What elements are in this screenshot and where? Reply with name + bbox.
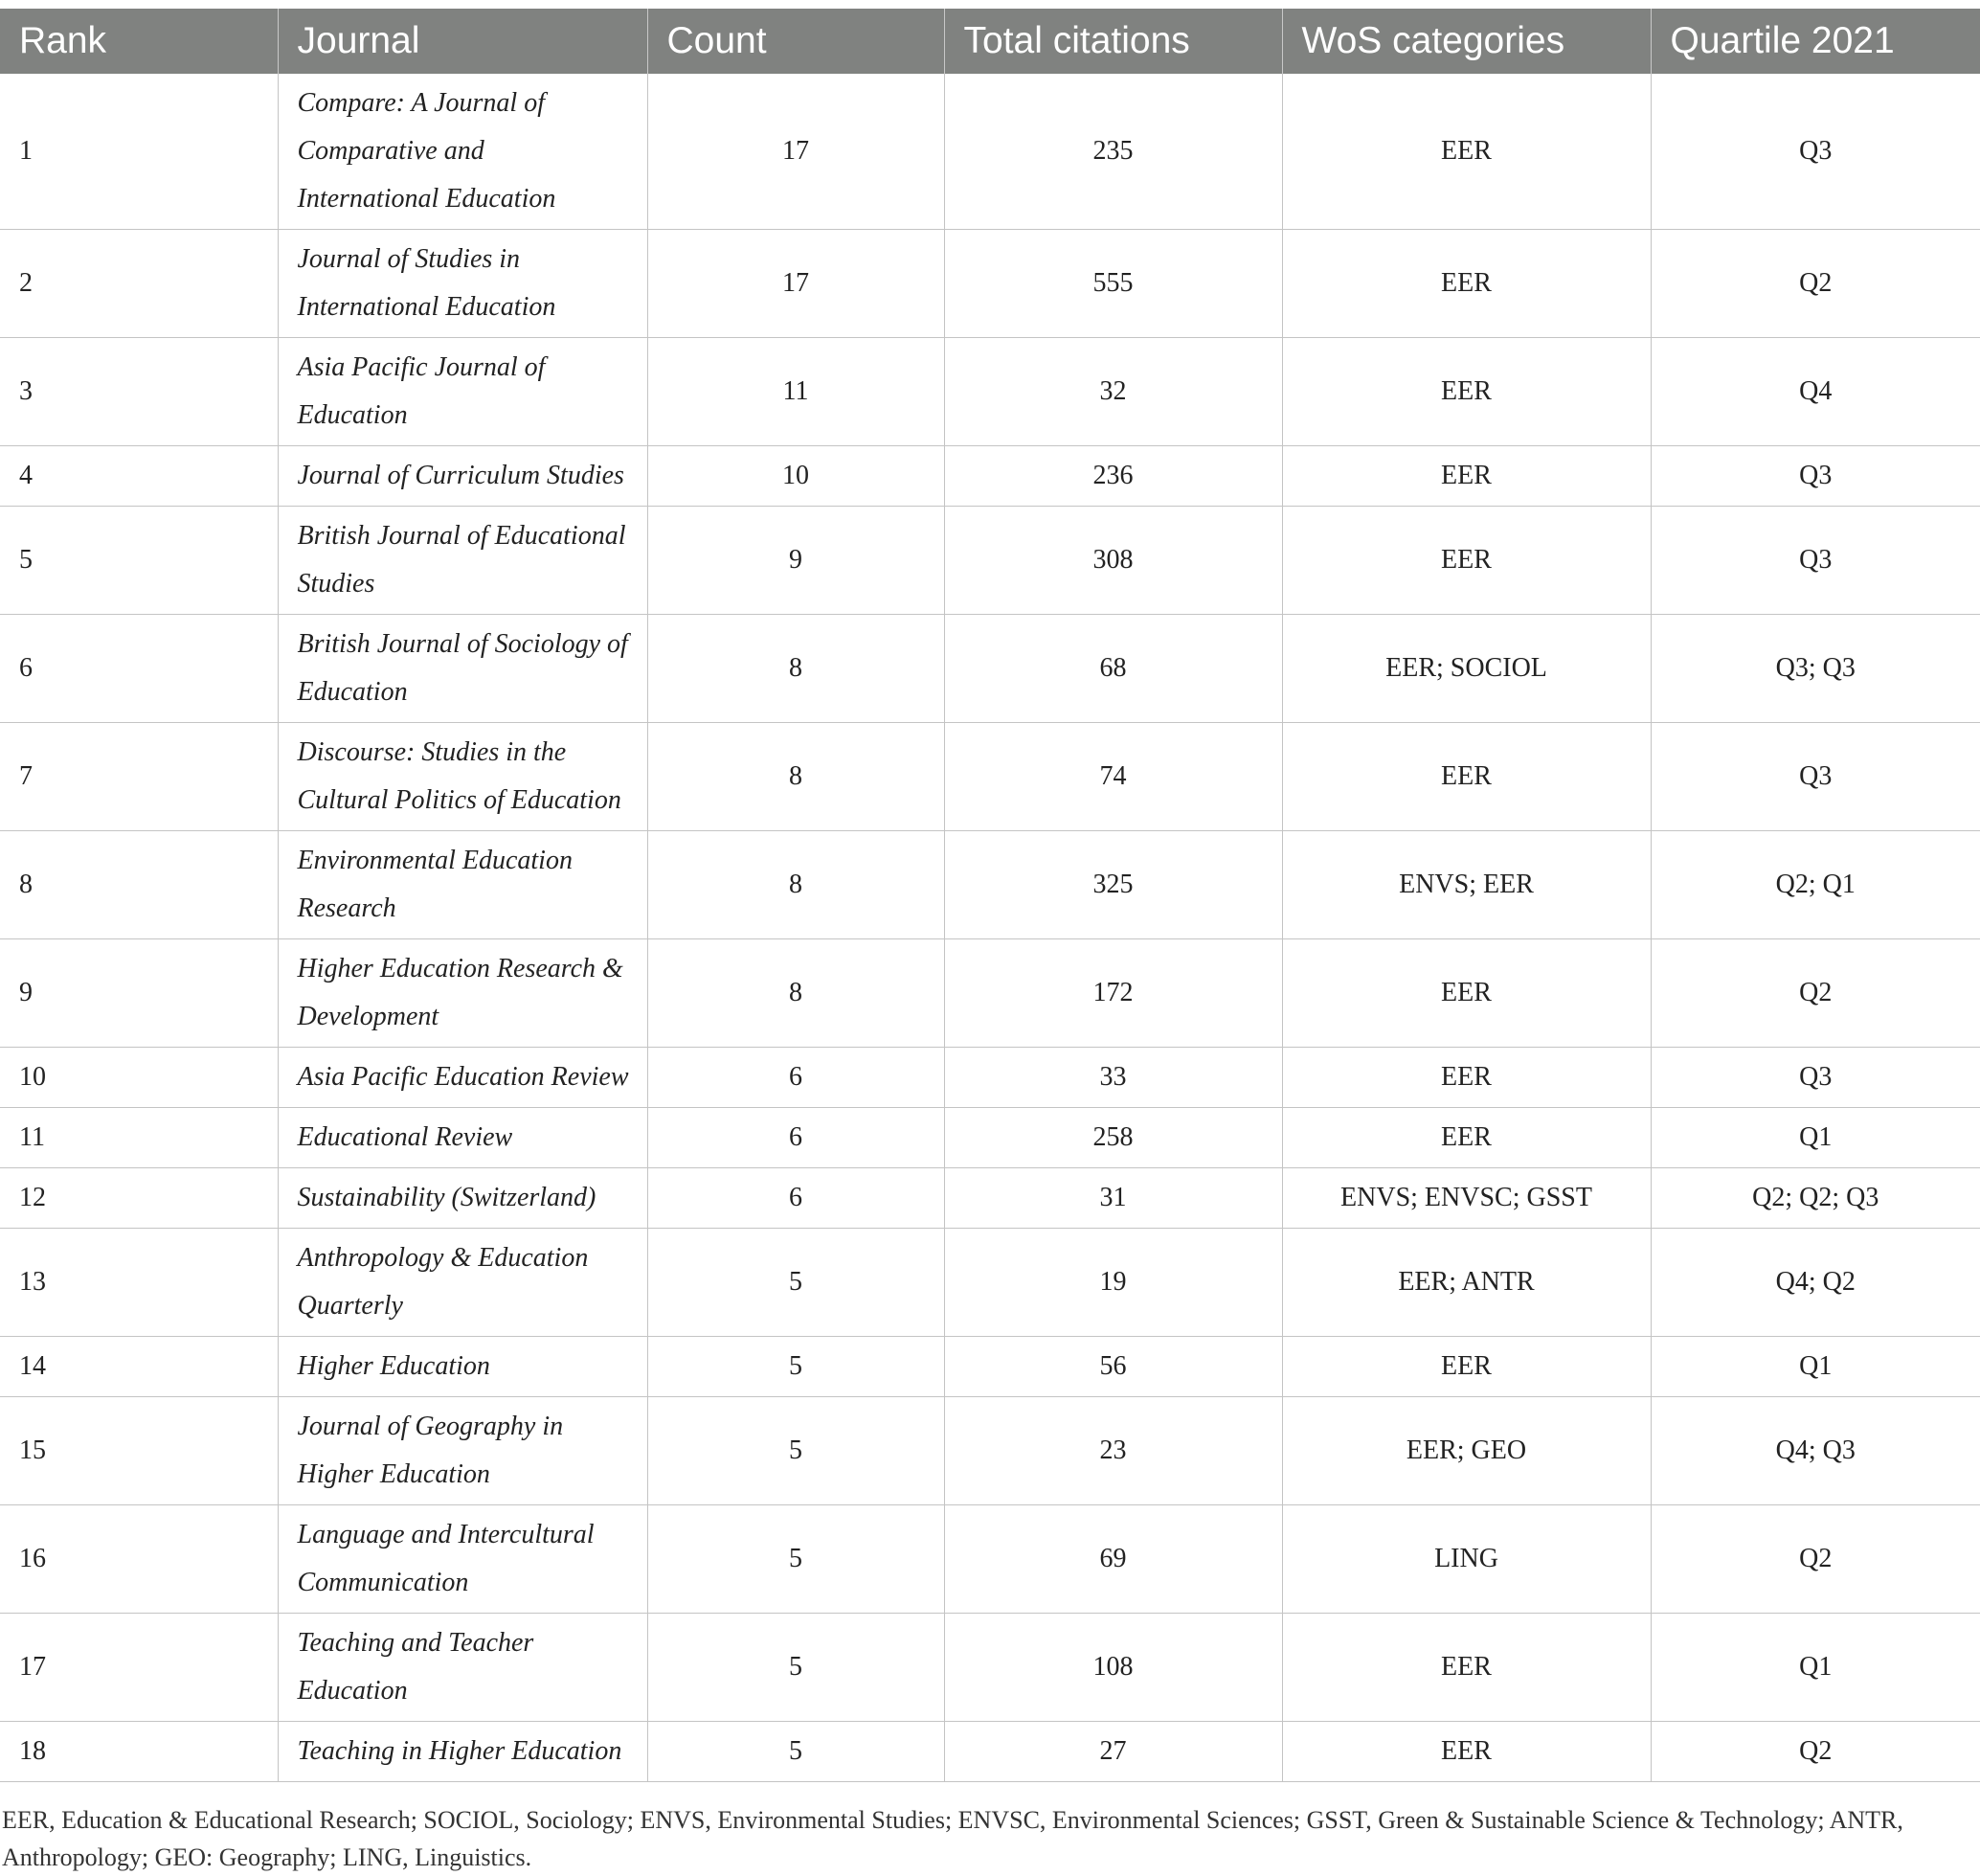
cell-citations: 258 — [944, 1108, 1282, 1168]
cell-rank: 14 — [0, 1337, 278, 1397]
cell-citations: 308 — [944, 507, 1282, 615]
cell-count: 10 — [647, 446, 944, 507]
cell-count: 6 — [647, 1048, 944, 1108]
cell-quartile: Q4; Q3 — [1651, 1397, 1980, 1505]
cell-citations: 56 — [944, 1337, 1282, 1397]
cell-wos: EER — [1282, 507, 1651, 615]
cell-journal: Teaching and Teacher Education — [278, 1614, 647, 1722]
cell-citations: 31 — [944, 1168, 1282, 1229]
cell-rank: 11 — [0, 1108, 278, 1168]
table-row — [0, 1168, 1980, 1229]
cell-rank: 17 — [0, 1614, 278, 1722]
cell-journal: Journal of Studies in International Education — [278, 230, 647, 338]
cell-rank: 16 — [0, 1505, 278, 1614]
cell-citations: 69 — [944, 1505, 1282, 1614]
cell-journal: Educational Review — [278, 1108, 647, 1168]
cell-wos: EER — [1282, 723, 1651, 831]
cell-wos: EER; GEO — [1282, 1397, 1651, 1505]
table-container — [0, 9, 1980, 1876]
cell-wos: EER — [1282, 338, 1651, 446]
table-row — [0, 1229, 1980, 1337]
cell-citations: 27 — [944, 1722, 1282, 1782]
cell-count: 6 — [647, 1108, 944, 1168]
cell-journal: Compare: A Journal of Comparative and International Education — [278, 74, 647, 230]
table-row — [0, 446, 1980, 507]
table-footnote: EER, Education & Educational Research; SOCIOL, Sociology; ENVS, Environmental Studies; ENVSC, Environmental Sciences; GSST, Green & Sustainable Science & Technology; ANTR, Anthropology; GEO: Geography; LING, Linguistics. — [2, 1806, 1903, 1871]
table-row — [0, 831, 1980, 939]
cell-citations: 19 — [944, 1229, 1282, 1337]
table-row — [0, 1397, 1980, 1505]
cell-count: 5 — [647, 1505, 944, 1614]
table-row — [0, 230, 1980, 338]
table-row — [0, 939, 1980, 1048]
table-row — [0, 1048, 1980, 1108]
cell-wos: EER — [1282, 1048, 1651, 1108]
cell-count: 5 — [647, 1337, 944, 1397]
cell-rank: 6 — [0, 615, 278, 723]
cell-quartile: Q4 — [1651, 338, 1980, 446]
header-journal: Journal — [278, 9, 647, 74]
cell-journal: British Journal of Educational Studies — [278, 507, 647, 615]
cell-quartile: Q1 — [1651, 1614, 1980, 1722]
cell-wos: EER; ANTR — [1282, 1229, 1651, 1337]
cell-count: 5 — [647, 1229, 944, 1337]
table-row — [0, 1505, 1980, 1614]
cell-journal: Environmental Education Research — [278, 831, 647, 939]
cell-journal: Sustainability (Switzerland) — [278, 1168, 647, 1229]
cell-count: 8 — [647, 831, 944, 939]
cell-citations: 555 — [944, 230, 1282, 338]
cell-count: 5 — [647, 1722, 944, 1782]
cell-citations: 74 — [944, 723, 1282, 831]
cell-wos: EER — [1282, 74, 1651, 230]
table-row — [0, 615, 1980, 723]
cell-wos: EER — [1282, 1108, 1651, 1168]
cell-quartile: Q2; Q1 — [1651, 831, 1980, 939]
table-row — [0, 723, 1980, 831]
cell-wos: LING — [1282, 1505, 1651, 1614]
cell-quartile: Q2 — [1651, 1722, 1980, 1782]
cell-count: 9 — [647, 507, 944, 615]
cell-wos: EER — [1282, 230, 1651, 338]
cell-citations: 23 — [944, 1397, 1282, 1505]
cell-wos: EER — [1282, 1614, 1651, 1722]
cell-journal: Journal of Geography in Higher Education — [278, 1397, 647, 1505]
journals-table — [0, 9, 1980, 1782]
cell-wos: EER — [1282, 446, 1651, 507]
table-row — [0, 1722, 1980, 1782]
cell-rank: 1 — [0, 74, 278, 230]
cell-citations: 33 — [944, 1048, 1282, 1108]
cell-rank: 8 — [0, 831, 278, 939]
header-count: Count — [647, 9, 944, 74]
cell-quartile: Q2 — [1651, 1505, 1980, 1614]
header-quartile: Quartile 2021 — [1651, 9, 1980, 74]
cell-wos: EER — [1282, 939, 1651, 1048]
cell-rank: 9 — [0, 939, 278, 1048]
cell-quartile: Q3 — [1651, 507, 1980, 615]
header-total-citations: Total citations — [944, 9, 1282, 74]
cell-count: 11 — [647, 338, 944, 446]
cell-journal: Asia Pacific Education Review — [278, 1048, 647, 1108]
cell-rank: 2 — [0, 230, 278, 338]
cell-rank: 3 — [0, 338, 278, 446]
cell-wos: EER; SOCIOL — [1282, 615, 1651, 723]
table-row — [0, 1614, 1980, 1722]
cell-count: 5 — [647, 1397, 944, 1505]
cell-wos: EER — [1282, 1337, 1651, 1397]
cell-count: 8 — [647, 723, 944, 831]
cell-journal: Teaching in Higher Education — [278, 1722, 647, 1782]
cell-journal: Asia Pacific Journal of Education — [278, 338, 647, 446]
table-row — [0, 74, 1980, 230]
cell-quartile: Q1 — [1651, 1108, 1980, 1168]
cell-journal: Higher Education Research & Development — [278, 939, 647, 1048]
cell-quartile: Q4; Q2 — [1651, 1229, 1980, 1337]
cell-count: 8 — [647, 939, 944, 1048]
cell-count: 5 — [647, 1614, 944, 1722]
cell-quartile: Q3; Q3 — [1651, 615, 1980, 723]
cell-rank: 10 — [0, 1048, 278, 1108]
cell-journal: Journal of Curriculum Studies — [278, 446, 647, 507]
cell-count: 6 — [647, 1168, 944, 1229]
header-rank: Rank — [0, 9, 278, 74]
cell-rank: 15 — [0, 1397, 278, 1505]
cell-rank: 13 — [0, 1229, 278, 1337]
cell-rank: 12 — [0, 1168, 278, 1229]
cell-citations: 108 — [944, 1614, 1282, 1722]
cell-quartile: Q2 — [1651, 939, 1980, 1048]
table-row — [0, 338, 1980, 446]
cell-rank: 4 — [0, 446, 278, 507]
cell-quartile: Q2; Q2; Q3 — [1651, 1168, 1980, 1229]
cell-quartile: Q3 — [1651, 74, 1980, 230]
cell-quartile: Q3 — [1651, 446, 1980, 507]
cell-journal: British Journal of Sociology of Education — [278, 615, 647, 723]
cell-rank: 18 — [0, 1722, 278, 1782]
cell-wos: EER — [1282, 1722, 1651, 1782]
cell-wos: ENVS; ENVSC; GSST — [1282, 1168, 1651, 1229]
cell-journal: Discourse: Studies in the Cultural Politics of Education — [278, 723, 647, 831]
cell-count: 17 — [647, 74, 944, 230]
cell-journal: Higher Education — [278, 1337, 647, 1397]
header-wos-categories: WoS categories — [1282, 9, 1651, 74]
cell-citations: 172 — [944, 939, 1282, 1048]
cell-quartile: Q2 — [1651, 230, 1980, 338]
cell-rank: 5 — [0, 507, 278, 615]
cell-citations: 325 — [944, 831, 1282, 939]
cell-quartile: Q1 — [1651, 1337, 1980, 1397]
cell-quartile: Q3 — [1651, 1048, 1980, 1108]
cell-count: 8 — [647, 615, 944, 723]
cell-citations: 235 — [944, 74, 1282, 230]
cell-journal: Language and Intercultural Communication — [278, 1505, 647, 1614]
cell-count: 17 — [647, 230, 944, 338]
table-row — [0, 507, 1980, 615]
header-row — [0, 9, 1980, 74]
cell-citations: 68 — [944, 615, 1282, 723]
cell-citations: 236 — [944, 446, 1282, 507]
table-row — [0, 1108, 1980, 1168]
cell-wos: ENVS; EER — [1282, 831, 1651, 939]
cell-rank: 7 — [0, 723, 278, 831]
cell-citations: 32 — [944, 338, 1282, 446]
cell-journal: Anthropology & Education Quarterly — [278, 1229, 647, 1337]
cell-quartile: Q3 — [1651, 723, 1980, 831]
table-row — [0, 1337, 1980, 1397]
